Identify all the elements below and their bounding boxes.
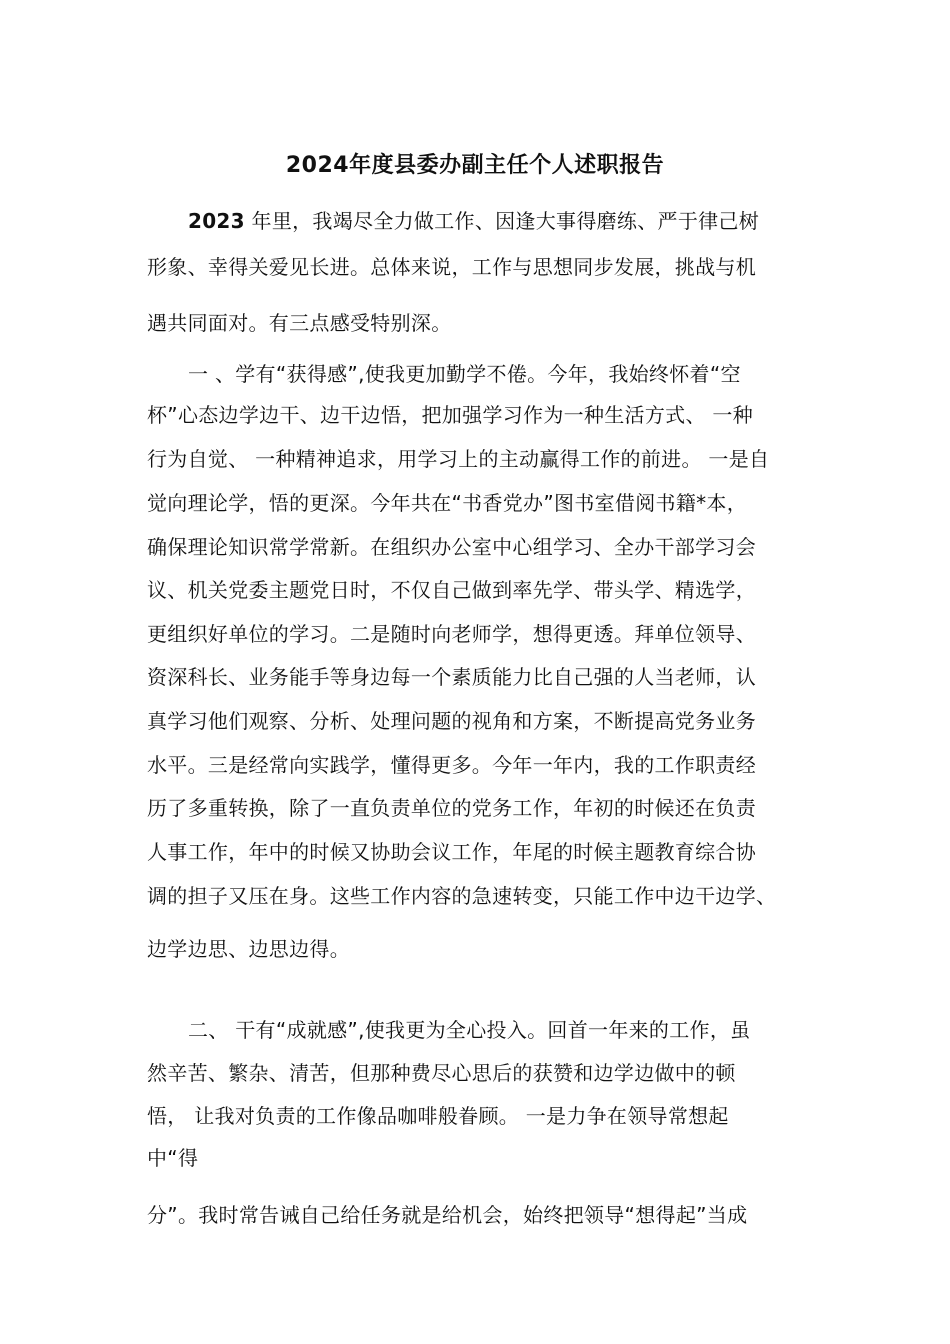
section1-line-2: 杯”心态边学边干、边干边悟，把加强学习作为一种生活方式、 一种 xyxy=(147,403,754,427)
section2-line-4: 中“得 xyxy=(147,1146,199,1170)
section2-line-5: 分”。我时常告诫自己给任务就是给机会，始终把领导“想得起”当成 xyxy=(147,1203,748,1227)
section1-line-1: 一 、学有“获得感”,使我更加勤学不倦。今年，我始终怀着“空 xyxy=(188,362,741,386)
section1-line-10: 水平。三是经常向实践学，懂得更多。今年一年内，我的工作职责经 xyxy=(147,753,756,777)
section1-line-3: 行为自觉、 一种精神追求，用学习上的主动赢得工作的前进。 一是自 xyxy=(147,447,770,471)
intro-line-1-text: 年里，我竭尽全力做工作、因逢大事得磨练、严于律己树 xyxy=(244,209,760,233)
section2-line-3: 悟， 让我对负责的工作像品咖啡般眷顾。 一是力争在领导常想起 xyxy=(147,1104,729,1128)
section1-line-12: 人事工作，年中的时候又协助会议工作，年尾的时候主题教育综合协 xyxy=(147,840,756,864)
section2-line-1: 二、 干有“成就感”,使我更为全心投入。回首一年来的工作，虽 xyxy=(188,1018,751,1042)
section1-line-11: 历了多重转换，除了一直负责单位的党务工作，年初的时候还在负责 xyxy=(147,796,756,820)
section1-line-9: 真学习他们观察、分析、处理问题的视角和方案，不断提高党务业务 xyxy=(147,709,756,733)
intro-line-1 xyxy=(188,206,759,236)
section1-line-13: 调的担子又压在身。这些工作内容的急速转变，只能工作中边干边学、 xyxy=(147,884,777,908)
section1-line-7: 更组织好单位的学习。二是随时向老师学，想得更透。拜单位领导、 xyxy=(147,622,756,646)
section1-line-5: 确保理论知识常学常新。在组织办公室中心组学习、全办干部学习会 xyxy=(147,535,756,559)
page-title: 2024年度县委办副主任个人述职报告 xyxy=(285,153,665,178)
intro-line-3: 遇共同面对。有三点感受特别深。 xyxy=(147,311,452,335)
section2-line-2: 然辛苦、繁杂、清苦，但那种费尽心思后的获赞和边学边做中的顿 xyxy=(147,1061,736,1085)
section1-line-4: 觉向理论学，悟的更深。今年共在“书香党办”图书室借阅书籍*本， xyxy=(147,491,748,515)
intro-line-2: 形象、幸得关爱见长进。总体来说，工作与思想同步发展，挑战与机 xyxy=(147,255,756,279)
intro-year: 2023 xyxy=(188,209,245,233)
section1-line-14: 边学边思、边思边得。 xyxy=(147,937,350,961)
section1-line-6: 议、机关党委主题党日时，不仅自己做到率先学、带头学、精选学， xyxy=(147,578,756,602)
section1-line-8: 资深科长、业务能手等身边每一个素质能力比自己强的人当老师，认 xyxy=(147,665,756,689)
